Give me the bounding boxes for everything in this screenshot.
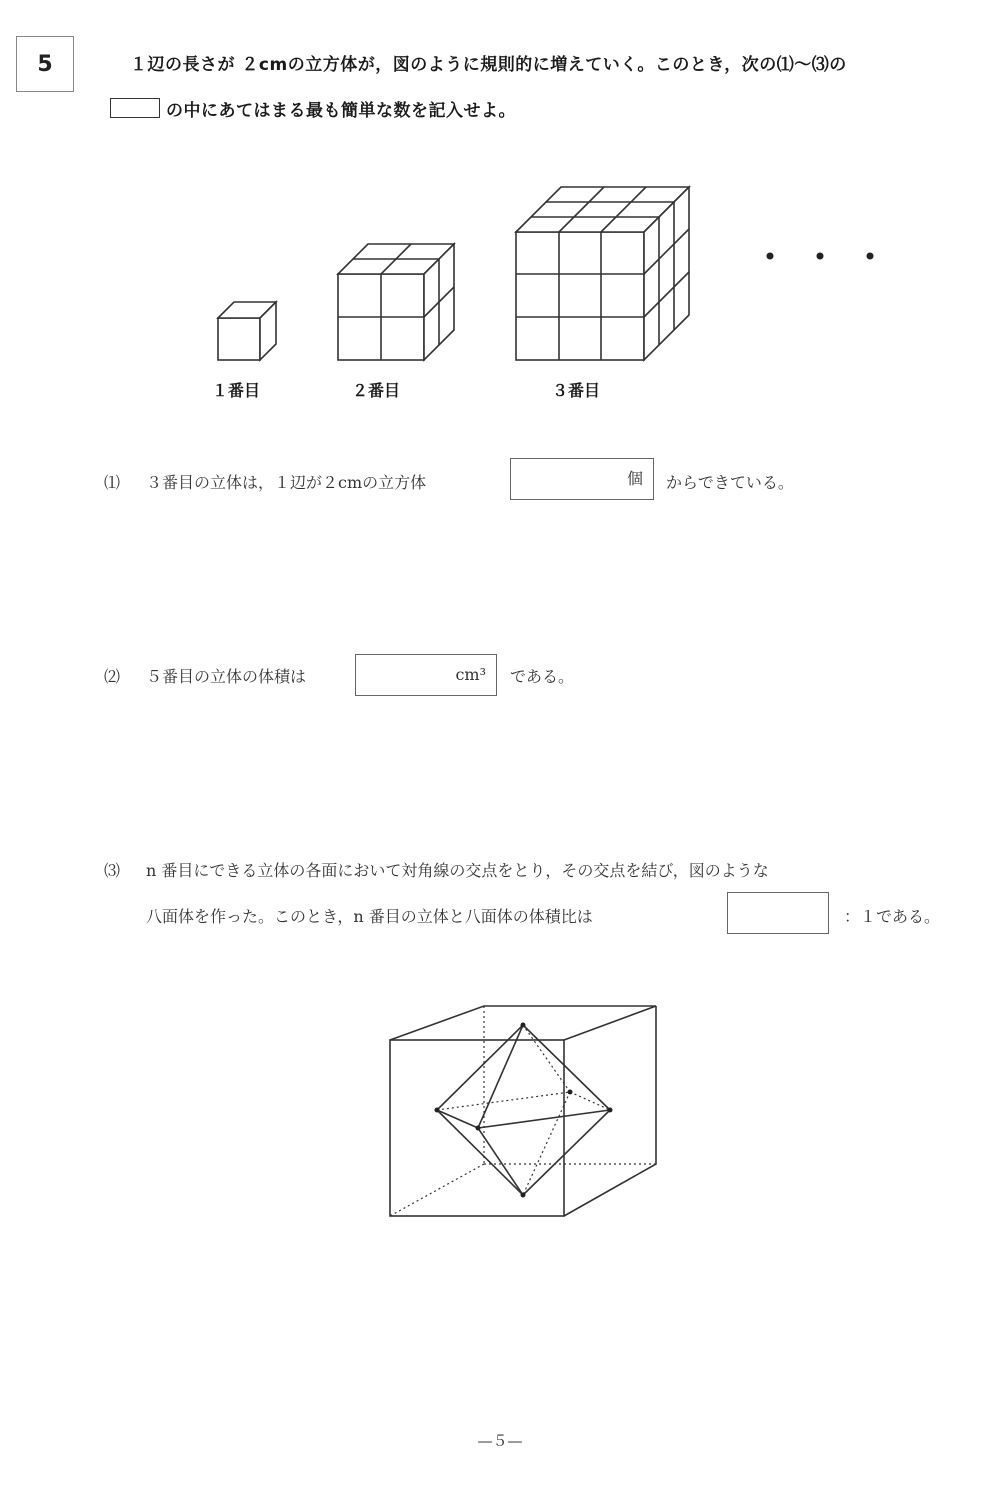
q2-text-after: である。	[510, 667, 575, 686]
q3-text-line2: 八面体を作った。このとき，n 番目の立体と八面体の体積比は	[146, 907, 593, 926]
label-third: ３番目	[552, 381, 601, 400]
q3-text-after: ：１である。	[844, 907, 941, 926]
page-number: —５—	[477, 1432, 523, 1450]
q3-text-line1: n 番目にできる立体の各面において対角線の交点をとり，その交点を結び，図のような	[146, 861, 769, 880]
problem-intro-line1: １辺の長さが ２cmの立方体が，図のように規則的に増えていく。このとき，次の⑴～⑶の	[130, 55, 847, 75]
problem-number: 5	[16, 36, 74, 92]
q2-unit: cm³	[455, 665, 486, 684]
label-second: ２番目	[352, 381, 401, 400]
label-first: １番目	[212, 381, 261, 400]
q3-marker: ⑶	[104, 861, 121, 880]
q2-marker: ⑵	[104, 667, 121, 686]
q1-marker: ⑴	[104, 473, 121, 492]
problem-intro-line2: の中にあてはまる最も簡単な数を記入せよ。	[166, 101, 516, 121]
q2-text: ５番目の立体の体積は	[146, 667, 307, 686]
q1-text: ３番目の立体は，１辺が２cmの立方体	[146, 473, 427, 492]
q1-text-after: からできている。	[666, 473, 794, 492]
q1-unit: 個	[626, 469, 643, 488]
